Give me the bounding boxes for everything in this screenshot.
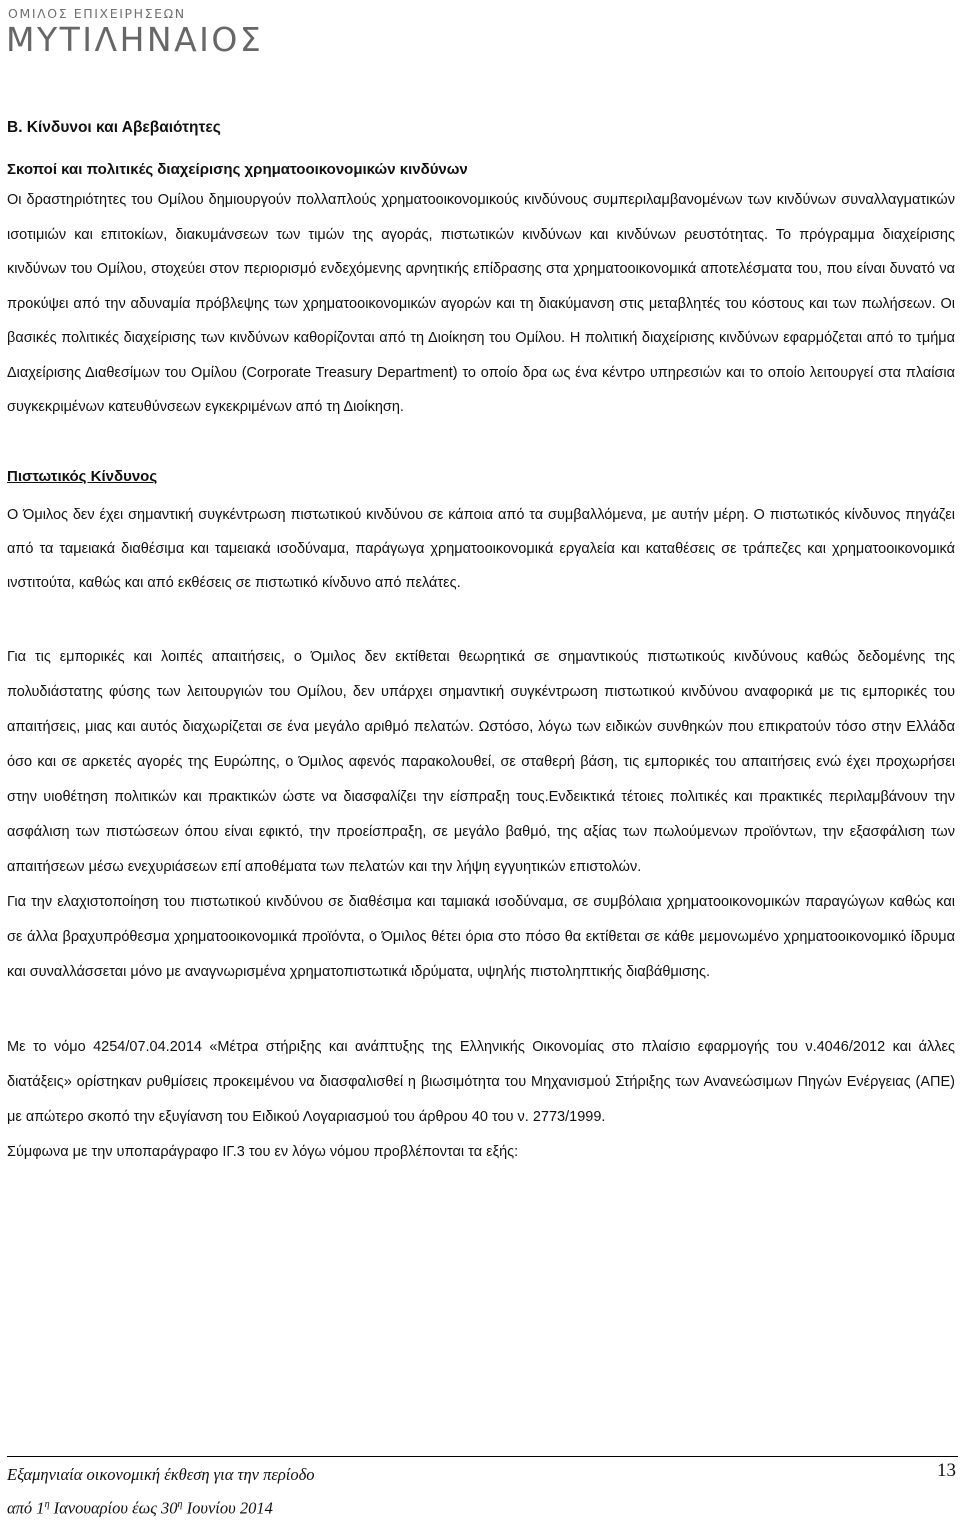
risk-policy-heading: Σκοποί και πολιτικές διαχείρισης χρηματοοικονομικών κινδύνων — [7, 161, 468, 178]
risk-policy-paragraph: Οι δραστηριότητες του Ομίλου δημιουργούν πολλαπλούς χρηματοοικονομικούς κινδύνους συμπεριλαμβανομένων των κινδύνων συναλλαγματικών ισοτιμιών και επιτοκίων, διακυμάνσεων των τιμών της αγοράς, πιστωτικών κινδύνων και κινδύνων ρευστότητας. Το πρόγραμμα διαχείρισης κινδύνων του Ομίλου, στοχεύει στον περιορισμό ενδεχόμενης αρνητικής επίδρασης στα χρηματοοικονομικά αποτελέσματα του, που είναι δυνατό να προκύψει από την αδυναμία πρόβλεψης των χρηματοοικονομικών αγορών και τη διακύμανση στις μεταβλητές του κόστους και των πωλήσεων. Οι βασικές πολιτικές διαχείρισης των κινδύνων καθορίζονται από τη Διοίκηση του Ομίλου. Η πολιτική διαχείρισης κινδύνων εφαρμόζεται από το τμήμα Διαχείρισης Διαθεσίμων του Ομίλου (Corporate Treasury Department) το οποίο δρα ως ένα κέντρο υπηρεσιών και το οποίο λειτουργεί στα πλαίσια συγκεκριμένων κατευθύνσεων εγκεκριμένων από τη Διοίκηση. — [7, 192, 955, 415]
footer-line-2: από $1^\eta$ Ιανουαρίου έως $30^\eta$ Ιουνίου 2014 — [7, 1498, 273, 1518]
logo-wordmark: ΜΥΤΙΛΗΝΑΙΟΣ — [6, 20, 264, 59]
logo-tagline: ΟΜΙΛΟΣ ΕΠΙΧΕΙΡΗΣΕΩΝ — [8, 6, 186, 21]
law-paragraph-2: Σύμφωνα με την υποπαράγραφο ΙΓ.3 του εν λόγω νόμου προβλέπονται τα εξής: — [7, 1143, 519, 1160]
credit-risk-heading: Πιστωτικός Κίνδυνος — [7, 467, 158, 485]
credit-risk-paragraph-2: Για τις εμπορικές και λοιπές απαιτήσεις, ο Όμιλος δεν εκτίθεται θεωρητικά σε σημαντικούς πιστωτικούς κινδύνους καθώς δεδομένης της πολυδιάστατης φύσης των λειτουργιών του Ομίλου, δεν υπάρχει σημαντική συγκέντρωση πιστωτικού κινδύνου αναφορικά με τις εμπορικές του απαιτήσεις, μιας και αυτός διαχωρίζεται σε ένα μεγάλο αριθμό πελατών. Ωστόσο, λόγω των ειδικών συνθηκών που επικρατούν τόσο στην Ελλάδα όσο και σε αρκετές αγορές της Ευρώπης, ο Όμιλος αφενός παρακολουθεί, σε σταθερή βάση, τις εμπορικές του απαιτήσεις ενώ έχει προχωρήσει στην υιοθέτηση πολιτικών και πρακτικών ώστε να διασφαλίζει την είσπραξη τους.Ενδεικτικά τέτοιες πολιτικές και πρακτικές περιλαμβάνουν την ασφάλιση των πιστώσεων όπου είναι εφικτό, την προείσπραξη, σε μεγάλο βαθμό, της αξίας των πωλούμενων προϊόντων, την εξασφάλιση των απαιτήσεων μέσω ενεχυριάσεων επί αποθέματα των πελατών και την λήψη εγγυητικών επιστολών. — [7, 648, 955, 875]
credit-risk-paragraph-1: Ο Όμιλος δεν έχει σημαντική συγκέντρωση πιστωτικού κινδύνου σε κάποια από τα συμβαλλόμενα, με αυτήν μέρη. Ο πιστωτικός κίνδυνος πηγάζει από τα ταμειακά διαθέσιμα και ταμειακά ισοδύναμα, παράγωγα χρηματοοικονομικά εργαλεία και καταθέσεις σε τράπεζες και χρηματοοικονομικά ινστιτούτα, καθώς και από εκθέσεις σε πιστωτικό κίνδυνο από πελάτες. — [7, 506, 955, 591]
footer-line-1: Εξαμηνιαία οικονομική έκθεση για την περίοδο — [7, 1465, 315, 1484]
footer-divider — [7, 1456, 958, 1457]
document-body — [7, 110, 955, 1170]
credit-risk-paragraph-3: Για την ελαχιστοποίηση του πιστωτικού κινδύνου σε διαθέσιμα και ταμιακά ισοδύναμα, σε συμβόλαια χρηματοοικονομικών παραγώγων καθώς και σε άλλα βραχυπρόθεσμα χρηματοοικονομικά προϊόντα, ο Όμιλος θέτει όρια στο πόσο θα εκτίθεται σε κάθε μεμονωμένο χρηματοοικονομικό ίδρυμα και συναλλάσσεται μόνο με αναγνωρισμένα χρηματοπιστωτικά ιδρύματα, υψηλής πιστοληπτικής διαβάθμισης. — [7, 893, 955, 980]
law-paragraph-1: Με το νόμο 4254/07.04.2014 «Μέτρα στήριξης και ανάπτυξης της Ελληνικής Οικονομίας στο πλαίσιο εφαρμογής του ν.4046/2012 και άλλες διατάξεις» ορίστηκαν ρυθμίσεις προκειμένου να διασφαλισθεί η βιωσιμότητα του Μηχανισμού Στήριξης των Ανανεώσιμων Πηγών Ενέργειας (ΑΠΕ) με απώτερο σκοπό την εξυγίανση του Ειδικού Λογαριασμού του άρθρου 40 του ν. 2773/1999. — [7, 1038, 955, 1125]
footer-report-title — [7, 1460, 315, 1524]
section-title: B. Κίνδυνοι και Αβεβαιότητες — [7, 119, 221, 136]
page-number: 13 — [937, 1460, 956, 1481]
company-logo — [6, 6, 306, 66]
